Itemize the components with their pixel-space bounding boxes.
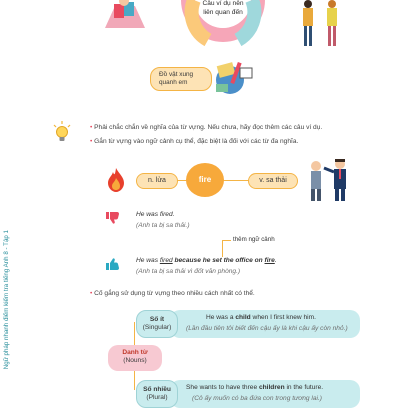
objects-illustration — [208, 58, 256, 98]
thumbs-up-icon — [106, 258, 120, 270]
top-diagram — [90, 0, 370, 110]
context-note: thêm ngữ cảnh — [233, 236, 275, 243]
tip-2: • Gắn từ vựng vào ngữ cảnh cụ thể, đặc biệt là đối với các từ đa nghĩa. — [90, 138, 299, 145]
couple-illustration — [292, 0, 352, 48]
tip-1: • Phải chắc chắn về nghĩa của từ vựng. Nếu chưa, hãy đọc thêm các câu ví dụ. — [90, 124, 323, 131]
girl-reading-illustration — [100, 0, 150, 28]
fire-icon — [107, 168, 125, 192]
context-bracket — [222, 240, 231, 257]
fire-word-circle: fire — [186, 163, 224, 197]
plural-sentence: She wants to have three children in the future. — [186, 384, 324, 391]
example-bad-translation: (Anh ta bị sa thải.) — [136, 222, 190, 229]
example-bad-sentence: He was fired. — [136, 211, 175, 218]
wheel-center-text: Câu ví dụ nên liên quan đến — [202, 0, 244, 16]
boss-firing-illustration — [306, 158, 352, 202]
thumbs-down-icon — [106, 212, 120, 224]
plural-label-box: Số nhiều (Plural) — [136, 380, 178, 408]
singular-sentence: He was a child when I first knew him. — [206, 314, 316, 321]
verb-meaning-pill: v. sa thải — [248, 173, 298, 189]
plural-translation: (Cô ấy muốn có ba đứa con trong tương lai.) — [192, 395, 322, 402]
example-good-translation: (Anh ta bị sa thải vì đốt văn phòng.) — [136, 268, 241, 275]
singular-label-box: Số ít (Singular) — [136, 310, 178, 338]
side-book-title: Ngữ pháp nhanh điểm kiểm tra tiếng Anh 8 - Tập 1 — [3, 230, 10, 370]
noun-box: Danh từ (Nouns) — [108, 345, 162, 371]
lightbulb-icon — [53, 121, 71, 143]
example-good-sentence: He was fired because he set the office on fire. — [136, 257, 277, 264]
tip-3: • Cố gắng sử dụng từ vựng theo nhiều cách nhất có thể. — [90, 290, 255, 297]
objects-pill: Đồ vật xung quanh em — [150, 67, 212, 91]
noun-meaning-pill: n. lửa — [136, 173, 178, 189]
singular-translation: (Lần đầu tiên tôi biết đến cậu ấy là khi cậu ấy còn nhỏ.) — [186, 325, 348, 332]
